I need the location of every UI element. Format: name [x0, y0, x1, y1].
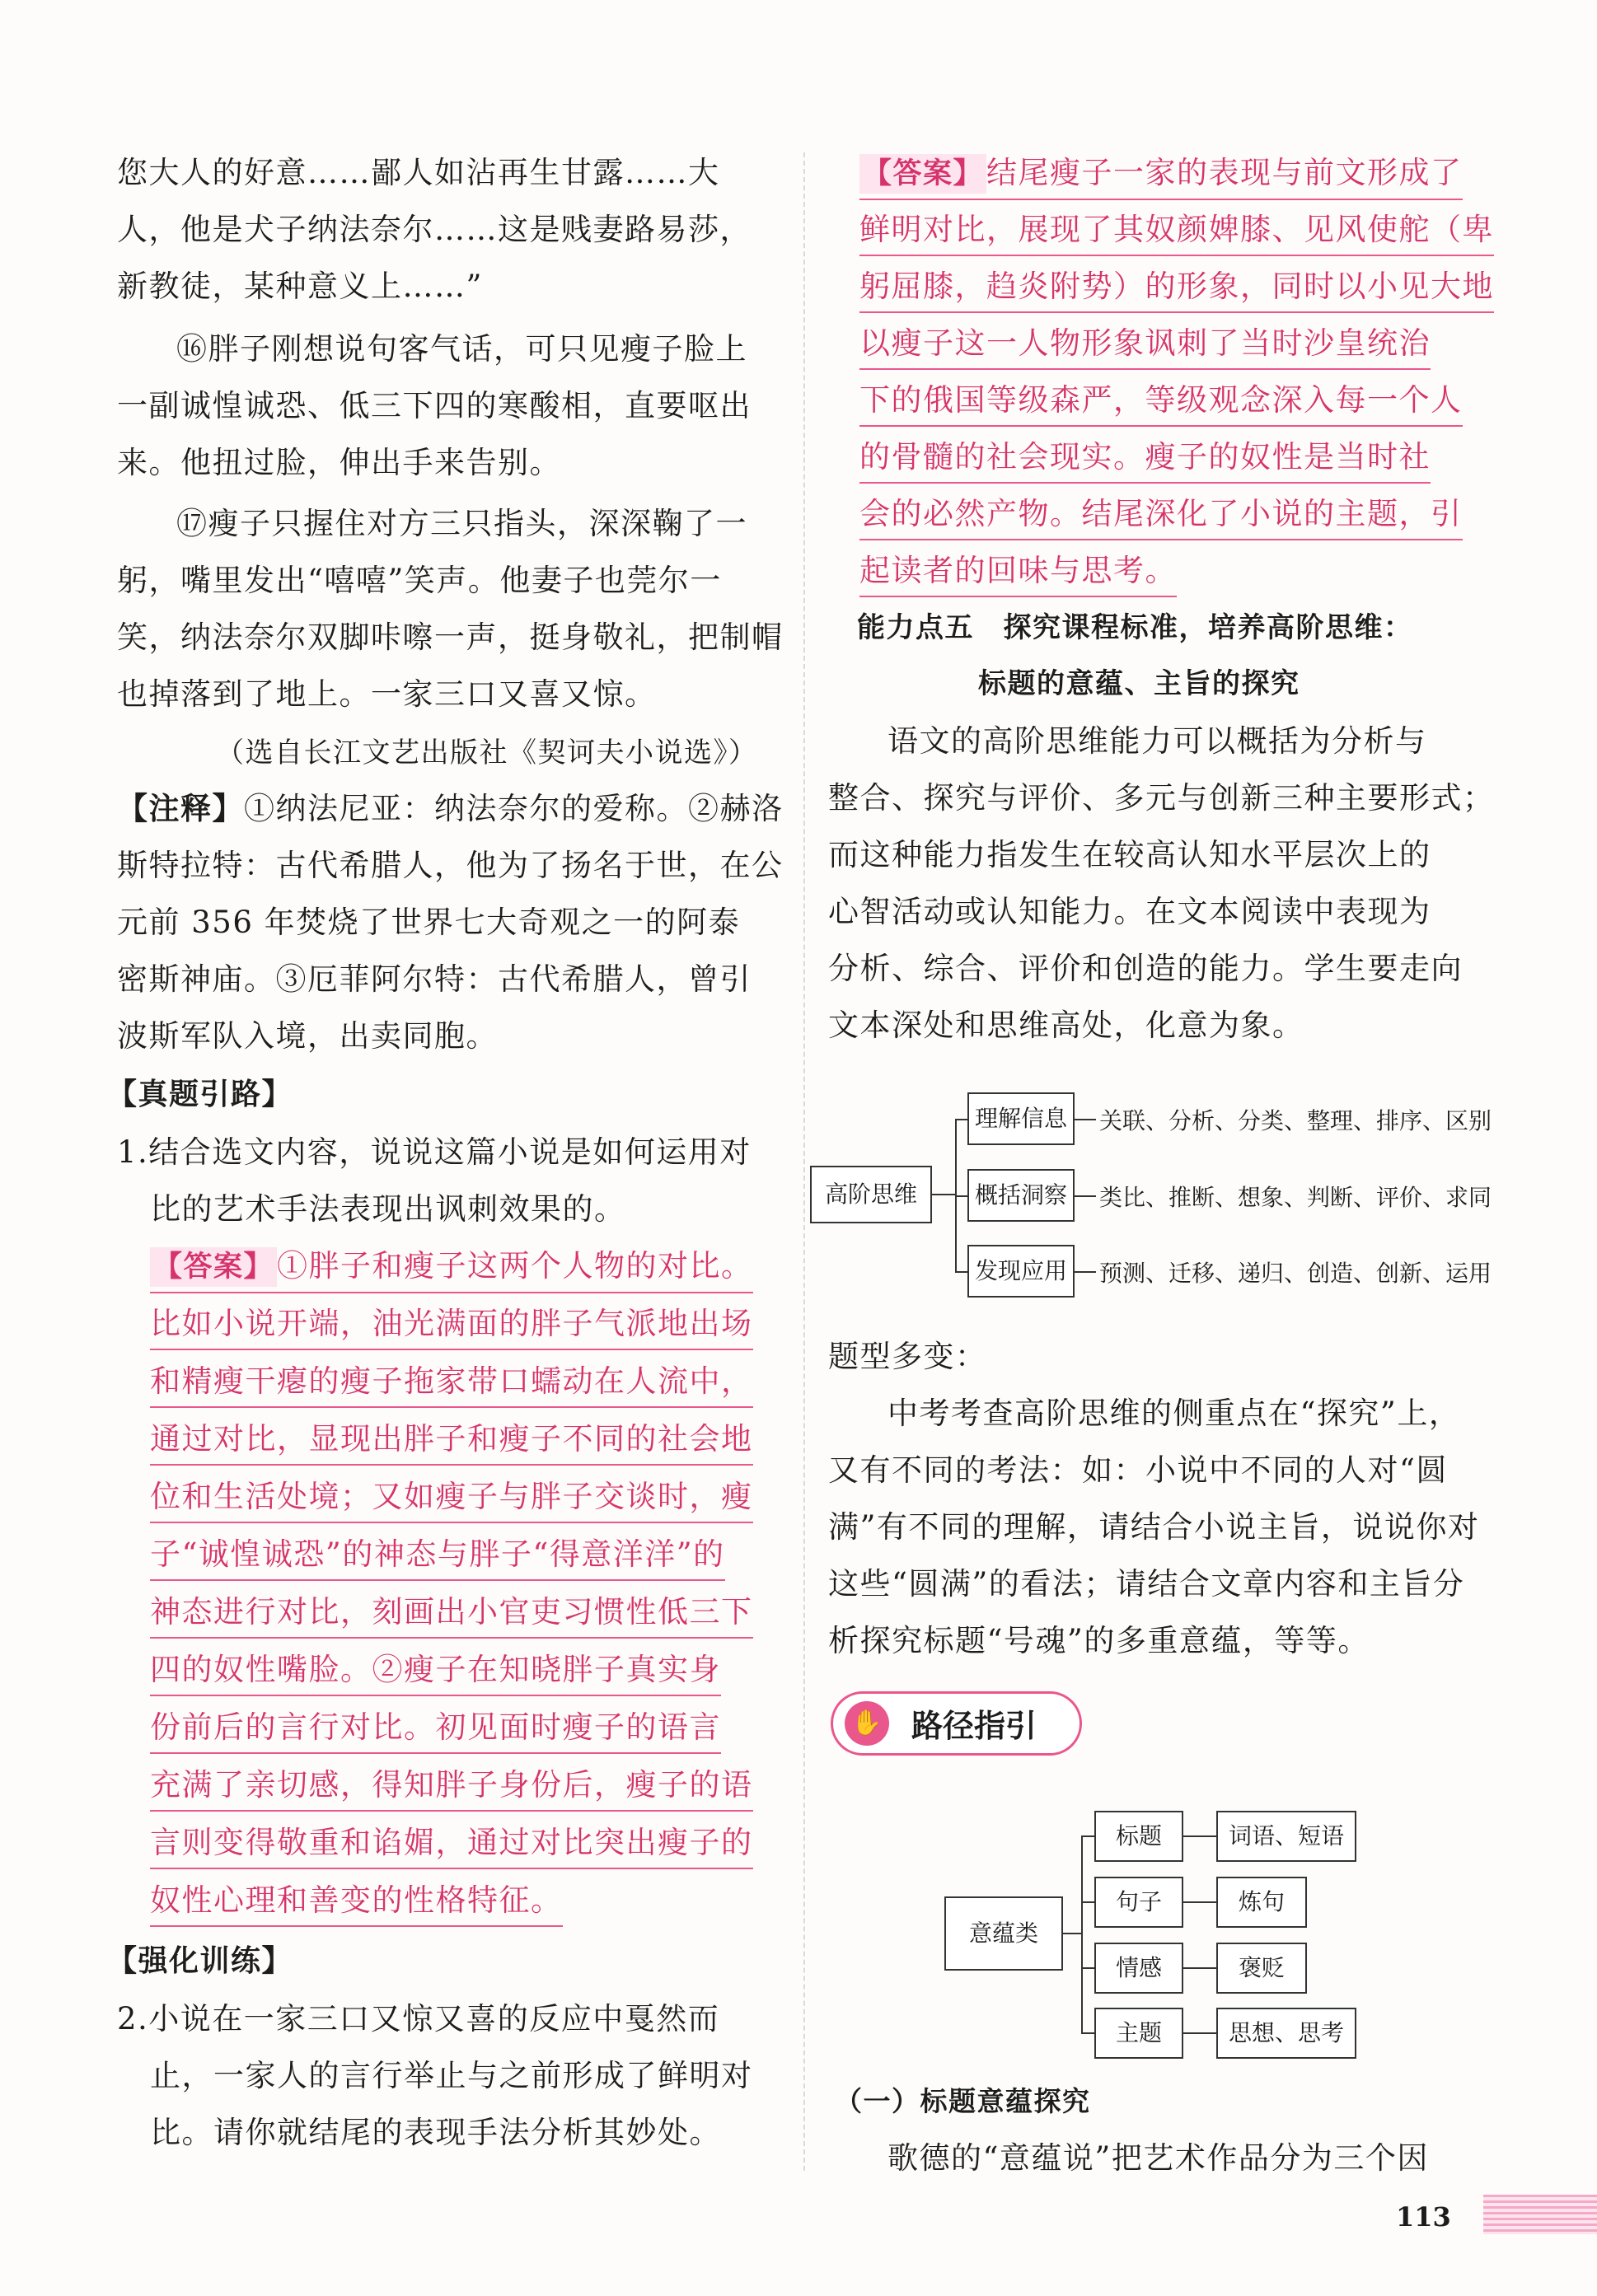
diagram-branch-box: 标题 — [1094, 1811, 1183, 1862]
answer-tag: 【答案】 — [859, 154, 986, 194]
answer-line: 和精瘦干瘪的瘦子拖家带口蠕动在人流中， — [150, 1362, 753, 1408]
section-heading-zhenti: 【真题引路】 — [107, 1078, 293, 1111]
story-line: 来。他扭过脸，伸出手来告别。 — [117, 445, 561, 480]
note-text: ①纳法尼亚：纳法奈尔的爱称。②赫洛 — [244, 791, 784, 826]
answer-line: 以瘦子这一人物形象讽刺了当时沙皇统治 — [859, 324, 1431, 370]
answer-line: 奴性心理和善变的性格特征。 — [150, 1881, 563, 1927]
path-guide-badge — [831, 1691, 1082, 1756]
target-hands-icon: ✋ — [845, 1701, 889, 1746]
story-line: 笑，纳法奈尔双脚咔嚓一声，挺身敬礼，把制帽 — [117, 620, 784, 655]
column-divider — [803, 152, 805, 2171]
answer-line: 子“诚惶诚恐”的神态与胖子“得意洋洋”的 — [150, 1535, 725, 1581]
page-decoration — [1483, 2195, 1597, 2234]
diagram-branch-box: 句子 — [1094, 1877, 1183, 1928]
connector — [1183, 1835, 1216, 1837]
story-line: 躬，嘴里发出“嘻嘻”笑声。他妻子也莞尔一 — [117, 563, 722, 598]
diagram-branch-box: 情感 — [1094, 1943, 1183, 1994]
connector — [1081, 1901, 1094, 1903]
answer-line: 躬屈膝，趋炎附势）的形象，同时以小见大地 — [859, 267, 1494, 313]
answer-line: 通过对比，显现出胖子和瘦子不同的社会地 — [150, 1419, 753, 1466]
diagram-branch-detail: 关联、分析、分类、整理、排序、区别 — [1099, 1107, 1492, 1134]
story-line: ⑯胖子刚想说句客气话，可只见瘦子脸上 — [176, 331, 747, 367]
diagram-branch-box: 发现应用 — [967, 1245, 1075, 1298]
path-guide-label: 路径指引 — [911, 1708, 1037, 1744]
connector — [932, 1194, 955, 1195]
answer-text: ①胖子和瘦子这两个人物的对比。 — [277, 1248, 753, 1284]
story-line: 也掉落到了地上。一家三口又喜又惊。 — [117, 676, 657, 712]
paragraph-line: 这些“圆满”的看法；请结合文章内容和主旨分 — [828, 1566, 1465, 1602]
answer-line: 起读者的回味与思考。 — [859, 551, 1177, 597]
paragraph-line: 心智活动或认知能力。在文本阅读中表现为 — [828, 894, 1431, 929]
story-line: 您大人的好意……鄙人如沾再生甘露……大 — [117, 155, 720, 190]
diagram-branch-box: 主题 — [1094, 2008, 1183, 2059]
diagram-branch-box: 理解信息 — [967, 1092, 1075, 1145]
connector — [955, 1119, 967, 1120]
question-line: 比。请你就结尾的表现手法分析其妙处。 — [150, 2115, 721, 2150]
story-line: 一副诚惶诚恐、低三下四的寒酸相，直要呕出 — [117, 388, 752, 423]
ability-heading: 能力点五 探究课程标准，培养高阶思维： — [857, 611, 1413, 644]
answer-text: 结尾瘦子一家的表现与前文形成了 — [986, 155, 1463, 190]
diagram-detail-box: 思想、思考 — [1216, 2008, 1356, 2059]
paragraph-line: 文本深处和思维高处，化意为象。 — [828, 1008, 1304, 1043]
paragraph-line: 中考考查高阶思维的侧重点在“探究”上， — [887, 1396, 1461, 1431]
paragraph-line: 而这种能力指发生在较高认知水平层次上的 — [828, 837, 1431, 872]
connector — [1081, 1835, 1083, 2033]
paragraph-line: 歌德的“意蕴说”把艺术作品分为三个因 — [887, 2140, 1429, 2176]
answer-line: 神态进行对比，刻画出小官吏习惯性低三下 — [150, 1592, 753, 1639]
answer-line: 四的奴性嘴脸。②瘦子在知晓胖子真实身 — [150, 1650, 721, 1696]
answer-line: 位和生活处境；又如瘦子与胖子交谈时，瘦 — [150, 1477, 753, 1523]
connector — [1063, 1933, 1081, 1934]
connector — [955, 1195, 967, 1197]
paragraph-line: 分析、综合、评价和创造的能力。学生要走向 — [828, 951, 1463, 986]
paragraph-line: 满”有不同的理解，请结合小说主旨，说说你对 — [828, 1509, 1480, 1545]
connector — [1081, 1967, 1094, 1969]
connector — [1183, 1967, 1216, 1969]
section-heading-qianghua: 【强化训练】 — [107, 1944, 293, 1978]
question-line: 1.结合选文内容，说说这篇小说是如何运用对 — [117, 1134, 752, 1170]
note-line: 波斯军队入境，出卖同胞。 — [117, 1018, 498, 1054]
sub-heading: （一）标题意蕴探究 — [835, 2085, 1091, 2117]
note-line: 密斯神庙。③厄菲阿尔特：古代希腊人，曾引 — [117, 961, 752, 997]
diagram-root-box: 意蕴类 — [944, 1896, 1063, 1971]
diagram-detail-box: 炼句 — [1216, 1877, 1307, 1928]
connector — [1075, 1271, 1096, 1273]
story-line: ⑰瘦子只握住对方三只指头，深深鞠了一 — [176, 506, 747, 541]
diagram-branch-box: 概括洞察 — [967, 1169, 1075, 1222]
diagram-branch-detail: 预测、迁移、递归、创造、创新、运用 — [1099, 1260, 1492, 1287]
answer-tag: 【答案】 — [150, 1247, 277, 1287]
paragraph-line: 语文的高阶思维能力可以概括为分析与 — [887, 723, 1427, 759]
connector — [1075, 1119, 1096, 1120]
answer-line: 会的必然产物。结尾深化了小说的主题，引 — [859, 494, 1463, 540]
connector — [1075, 1195, 1096, 1197]
connector — [1183, 2032, 1216, 2034]
question-line: 2.小说在一家三口又惊又喜的反应中戛然而 — [117, 2001, 720, 2036]
page-number: 113 — [1396, 2201, 1451, 2233]
diagram-detail-box: 褒贬 — [1216, 1943, 1307, 1994]
paragraph-line: 析探究标题“号魂”的多重意蕴，等等。 — [828, 1623, 1370, 1658]
answer-line — [859, 153, 1463, 200]
connector — [1081, 2032, 1094, 2034]
answer-line: 充满了亲切感，得知胖子身份后，瘦子的语 — [150, 1765, 753, 1812]
note-line: 斯特拉特：古代希腊人，他为了扬名于世，在公 — [117, 848, 784, 883]
paragraph-line: 又有不同的考法：如：小说中不同的人对“圆 — [828, 1452, 1448, 1488]
answer-line — [150, 1246, 753, 1293]
source-citation: （选自长江文艺出版社《契诃夫小说选》） — [216, 736, 758, 769]
answer-line: 的骨髓的社会现实。瘦子的奴性是当时社 — [859, 437, 1431, 484]
note-tag: 【注释】 — [117, 791, 244, 826]
paragraph-line: 整合、探究与评价、多元与创新三种主要形式； — [828, 780, 1495, 816]
connector — [1081, 1835, 1094, 1837]
answer-line: 下的俄国等级森严，等级观念深入每一个人 — [859, 381, 1463, 427]
diagram-root-box: 高阶思维 — [810, 1166, 932, 1223]
question-type-label: 题型多变： — [828, 1339, 987, 1374]
ability-subheading: 标题的意蕴、主旨的探究 — [978, 667, 1300, 700]
connector — [955, 1271, 967, 1273]
diagram-branch-detail: 类比、推断、想象、判断、评价、求同 — [1099, 1184, 1492, 1211]
answer-line: 比如小说开端，油光满面的胖子气派地出场 — [150, 1304, 753, 1350]
question-line: 比的艺术手法表现出讽刺效果的。 — [150, 1191, 626, 1227]
answer-line: 份前后的言行对比。初见面时瘦子的语言 — [150, 1708, 721, 1754]
question-line: 止，一家人的言行举止与之前形成了鲜明对 — [150, 2058, 753, 2093]
answer-line: 言则变得敬重和谄媚，通过对比突出瘦子的 — [150, 1823, 753, 1869]
note-line — [117, 789, 784, 829]
connector — [1183, 1901, 1216, 1903]
note-line: 元前 356 年焚烧了世界七大奇观之一的阿泰 — [117, 905, 741, 940]
diagram-detail-box: 词语、短语 — [1216, 1811, 1356, 1862]
answer-line: 鲜明对比，展现了其奴颜婢膝、见风使舵（卑 — [859, 210, 1494, 256]
story-line: 新教徒，某种意义上……” — [117, 269, 483, 304]
story-line: 人，他是犬子纳法奈尔……这是贱妻路易莎， — [117, 212, 752, 247]
